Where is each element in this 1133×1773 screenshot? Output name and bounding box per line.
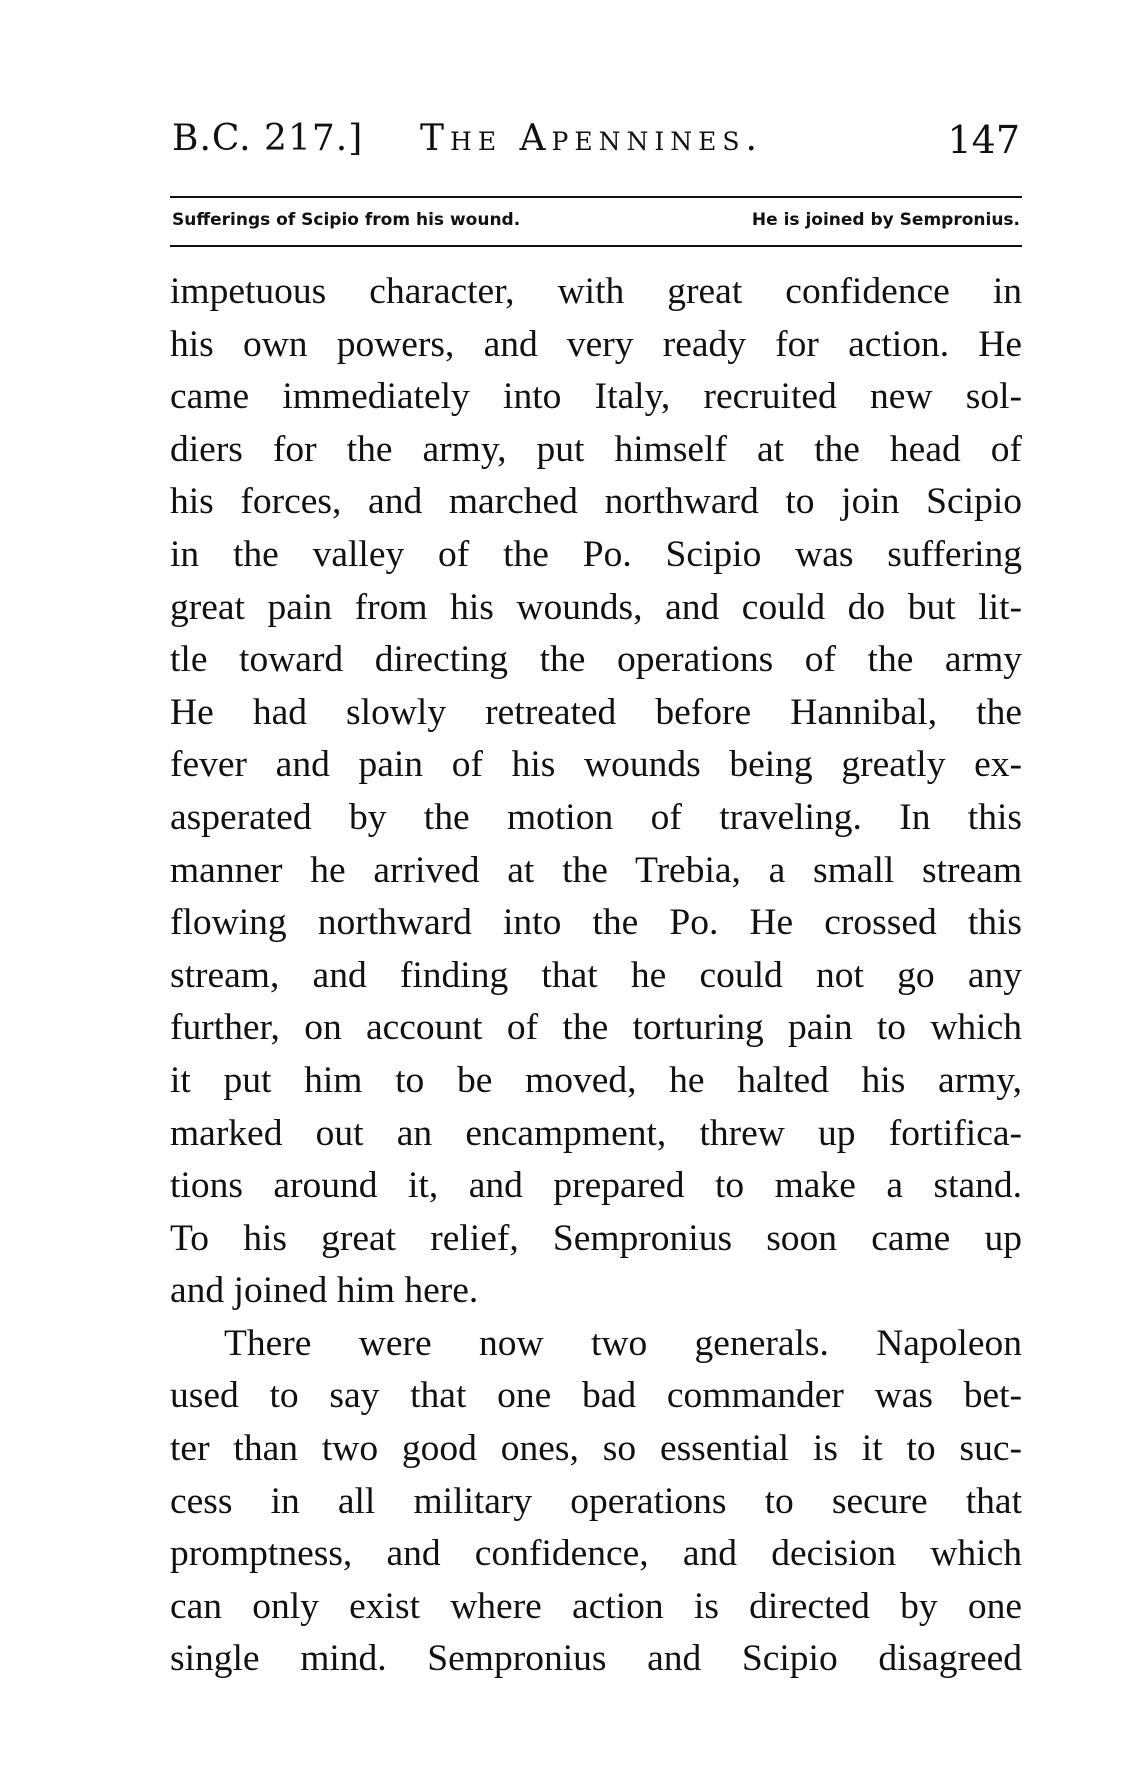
- header-rule-bottom: [170, 245, 1022, 247]
- body-text: [170, 266, 1022, 1686]
- header-rule-top: [170, 196, 1022, 198]
- text-line: tions around it, and prepared to make a stand.: [170, 1165, 1022, 1207]
- text-line: single mind. Sempronius and Scipio disagreed: [170, 1638, 1022, 1680]
- text-line: tle toward directing the operations of the army: [170, 639, 1022, 681]
- text-line: ter than two good ones, so essential is it to suc-: [170, 1428, 1022, 1470]
- text-line: used to say that one bad commander was bet-: [170, 1375, 1022, 1417]
- subheading-right: He is joined by Sempronius.: [751, 210, 1020, 230]
- text-line: impetuous character, with great confidence in: [170, 271, 1022, 312]
- text-line: came immediately into Italy, recruited new sol-: [170, 376, 1022, 418]
- running-head-title: The Apennines.: [420, 118, 763, 159]
- text-line: asperated by the motion of traveling. In this: [170, 796, 1022, 838]
- subheading-left: Sufferings of Scipio from his wound.: [172, 210, 521, 230]
- text-line: and joined him here.: [170, 1270, 479, 1312]
- text-line: cess in all military operations to secure that: [170, 1480, 1022, 1522]
- text-line: marked out an encampment, threw up fortifica-: [170, 1112, 1022, 1154]
- text-line: great pain from his wounds, and could do but lit-: [170, 586, 1022, 628]
- text-line: his forces, and marched northward to join Scipio: [170, 481, 1022, 523]
- subheadings: [172, 210, 1020, 236]
- text-line: flowing northward into the Po. He crossed this: [170, 902, 1022, 944]
- text-line: can only exist where action is directed by one: [170, 1585, 1022, 1627]
- running-head-date: B.C. 217.]: [172, 118, 364, 159]
- text-line: further, on account of the torturing pain to which: [170, 1007, 1022, 1049]
- text-line: fever and pain of his wounds being greatly ex-: [170, 744, 1022, 786]
- page-number: 147: [947, 118, 1020, 162]
- text-line: promptness, and confidence, and decision which: [170, 1533, 1022, 1575]
- text-line: diers for the army, put himself at the head of: [170, 428, 1022, 470]
- text-line: it put him to be moved, he halted his army,: [170, 1059, 1022, 1101]
- text-line: He had slowly retreated before Hannibal, the: [170, 691, 1022, 733]
- text-line: stream, and finding that he could not go any: [170, 954, 1022, 996]
- text-line: in the valley of the Po. Scipio was suffering: [170, 533, 1022, 575]
- running-head: [172, 118, 1020, 178]
- text-line: his own powers, and very ready for action. He: [170, 323, 1022, 365]
- text-line: manner he arrived at the Trebia, a small stream: [170, 849, 1022, 891]
- text-line: There were now two generals. Napoleon: [224, 1322, 1022, 1364]
- text-line: To his great relief, Sempronius soon came up: [170, 1217, 1022, 1259]
